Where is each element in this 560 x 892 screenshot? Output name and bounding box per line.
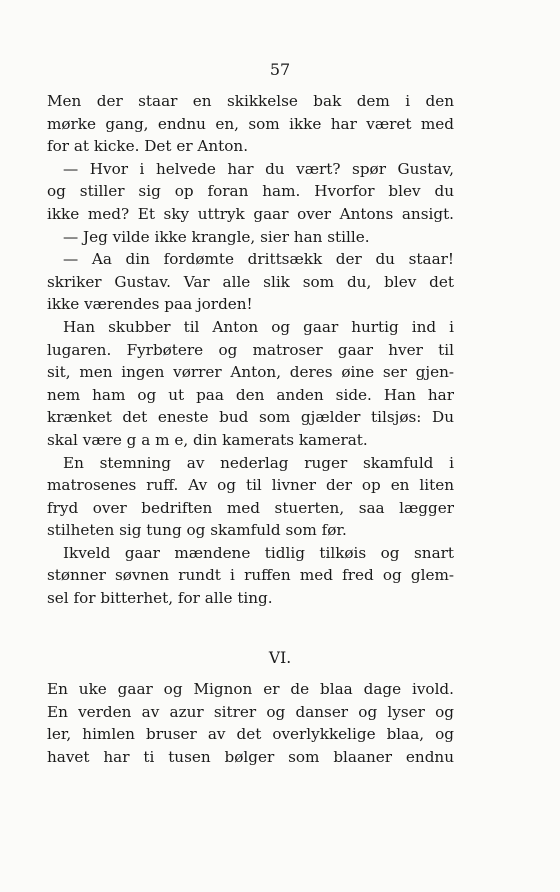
text-line: for at kicke. Det er Anton. <box>47 137 249 156</box>
text-line: sel for bitterhet, for alle ting. <box>47 589 273 608</box>
text-line: og stiller sig op foran ham. Hvorfor blev du <box>47 182 454 201</box>
text-line: En uke gaar og Mignon er de blaa dage ivold. <box>47 680 454 698</box>
text-line: Han skubber til Anton og gaar hurtig ind i <box>63 317 454 336</box>
text-line: Ikveld gaar mændene tidlig tilkøis og snart <box>63 543 454 562</box>
text-line: sit, men ingen vørrer Anton, deres øine ser gjen- <box>47 363 454 382</box>
text-line: fryd over bedriften med stuerten, saa lægger <box>47 498 454 517</box>
text-line: ler, himlen bruser av det overlykkelige blaa, og <box>47 725 454 744</box>
text-line: ikke med? Et sky uttryk gaar over Antons ansigt. <box>47 204 454 223</box>
text-line: krænket det eneste bud som gjælder tilsjøs: Du <box>47 408 454 427</box>
text-line: — Hvor i helvede har du vært? spør Gustav, <box>63 159 454 178</box>
text-line: skal være g a m e, din kamerats kamerat. <box>47 430 368 449</box>
text-line: havet har ti tusen bølger som blaaner endnu <box>47 747 454 766</box>
text-line: — Jeg vilde ikke krangle, sier han stille. <box>63 227 370 246</box>
text-line: ikke værendes paa jorden! <box>47 295 253 314</box>
text-line: skriker Gustav. Var alle slik som du, blev det <box>47 272 454 291</box>
page-number: 57 <box>269 60 291 79</box>
text-line: nem ham og ut paa den anden side. Han har <box>47 385 454 404</box>
chapter-heading: VI. <box>268 649 292 667</box>
text-line: mørke gang, endnu en, som ikke har været med <box>47 114 454 133</box>
text-line: — Aa din fordømte drittsækk der du staar! <box>63 250 454 269</box>
text-line: En stemning av nederlag ruger skamfuld i <box>63 453 454 472</box>
text-line: En verden av azur sitrer og danser og lyser og <box>47 702 454 721</box>
text-line: stønner søvnen rundt i ruffen med fred og glem- <box>47 566 454 585</box>
text-block-main <box>47 90 454 610</box>
text-line: lugaren. Fyrbøtere og matroser gaar hver til <box>47 340 454 359</box>
text-line: stilheten sig tung og skamfuld som før. <box>47 521 347 540</box>
text-block-chapter <box>47 678 454 768</box>
text-line: Men der staar en skikkelse bak dem i den <box>47 92 454 110</box>
text-line: matrosenes ruff. Av og til livner der op en liten <box>47 476 454 495</box>
